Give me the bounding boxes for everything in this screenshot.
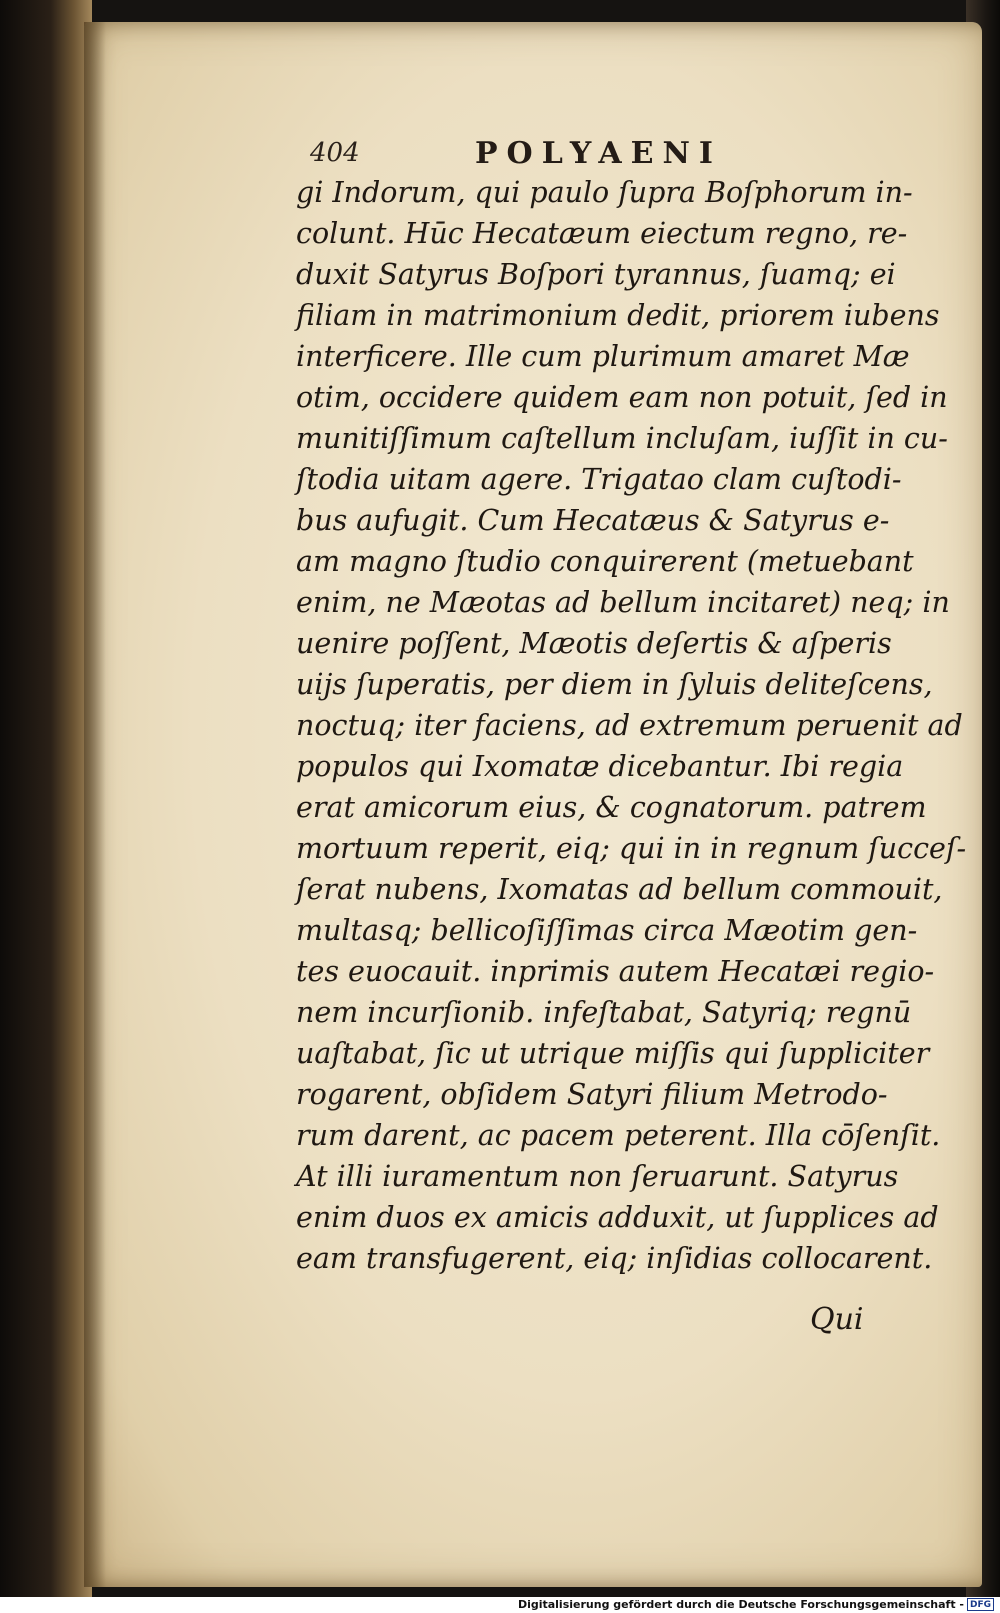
text-line: uijs ſuperatis, per diem in ſyluis deliteſcens, (296, 668, 933, 701)
text-line: colunt. Hūc Hecatæum eiectum regno, re- (296, 217, 908, 250)
digitization-credit: Digitalisierung gefördert durch die Deutsche Forschungsgemeinschaft - (517, 1598, 964, 1611)
text-line: nem incurſionib. infeſtabat, Satyriq; regnū (296, 996, 912, 1029)
text-line: duxit Satyrus Boſpori tyrannus, ſuamq; ei (296, 258, 896, 291)
text-line: multasq; bellicoſiſſimas circa Mæotim gen- (296, 914, 918, 947)
text-line: At illi iuramentum non ſeruarunt. Satyrus (296, 1160, 899, 1193)
text-line: rogarent, obſidem Satyri filium Metrodo- (296, 1078, 888, 1111)
text-line: enim duos ex amicis adduxit, ut ſupplices ad (296, 1201, 939, 1234)
book-binding-shadow (0, 0, 92, 1613)
text-line: gi Indorum, qui paulo ſupra Boſphorum in- (296, 176, 913, 209)
text-line: bus aufugit. Cum Hecatæus & Satyrus e- (296, 504, 890, 537)
page-number: 404 (310, 138, 360, 168)
text-line: interficere. Ille cum plurimum amaret Mæ (296, 340, 910, 373)
text-line: populos qui Ixomatæ dicebantur. Ibi regia (296, 750, 904, 783)
text-line: rum darent, ac pacem peterent. Illa cōſenſit. (296, 1119, 941, 1152)
text-line: tes euocauit. inprimis autem Hecatæi regio- (296, 955, 935, 988)
text-line: uenire poſſent, Mæotis deſertis & aſperis (296, 627, 892, 660)
body-text (296, 172, 967, 1279)
text-line: uaſtabat, ſic ut utrique miſſis qui ſuppliciter (296, 1037, 930, 1070)
text-line: am magno ſtudio conquirerent (metuebant (296, 545, 914, 578)
page-gutter-shadow (84, 22, 106, 1587)
text-line: eam transfugerent, eiq; inſidias collocarent. (296, 1242, 933, 1275)
text-line: enim, ne Mæotas ad bellum incitaret) neq; in (296, 586, 950, 619)
text-line: ſtodia uitam agere. Trigatao clam cuſtodi- (296, 463, 902, 496)
text-line: otim, occidere quidem eam non potuit, ſed in (296, 381, 948, 414)
text-line: mortuum reperit, eiq; qui in in regnum ſucceſ- (296, 832, 967, 865)
text-line: erat amicorum eius, & cognatorum. patrem (296, 791, 927, 824)
text-line: munitiſſimum caſtellum incluſam, iuſſit in cu- (296, 422, 948, 455)
text-line: ſerat nubens, Ixomatas ad bellum commouit, (296, 873, 943, 906)
text-line: noctuq; iter faciens, ad extremum peruenit ad (296, 709, 963, 742)
catchword: Qui (810, 1302, 864, 1337)
running-head: POLYAENI (475, 136, 722, 171)
dfg-logo-icon: DFG (967, 1598, 994, 1611)
page-header (310, 136, 720, 176)
text-line: filiam in matrimonium dedit, priorem iubens (296, 299, 940, 332)
